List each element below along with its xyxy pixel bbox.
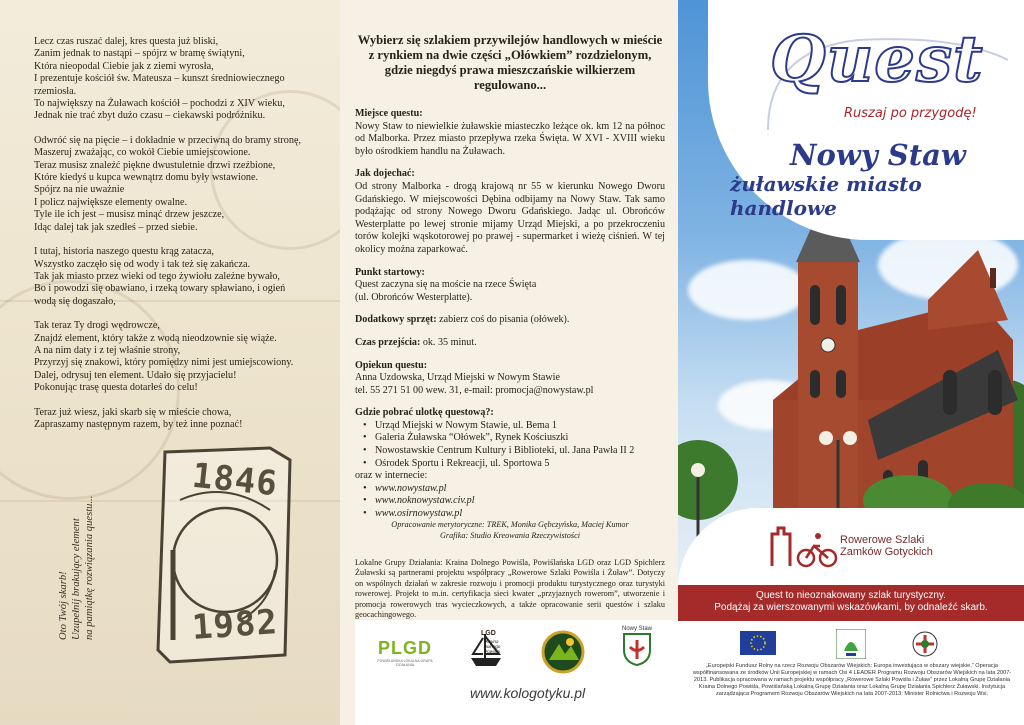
poem-stanza: Odwróć się na pięcie – i dokładnie w przeciwną do bramy stronę, Maszeruj zważając, co wokół Ciebie umiejscowione. Teraz musisz znaleźć piękne dwustuletnie drzwi rzeźbione, Które kiedyś u kupca wewnątrz domu były wstawione. Spójrz na nie uważnie I policz największe elementy owalne. Tyle ile ich jest – musisz minąć drzew jeszcze, Idąc dalej tak jak szedłeś – przed siebie. [34, 134, 302, 233]
section-leaflet [355, 407, 665, 520]
section-title: Gdzie pobrać ulotkę questową?: [355, 407, 494, 419]
trail-logo-card [678, 508, 1024, 588]
info-band-line: Podążaj za wierszowanymi wskazówkami, by odnaleźć skarb. [714, 602, 988, 613]
website-link[interactable]: • www.noknowystaw.civ.pl [363, 495, 665, 508]
treasure-note-line: na pamiątkę rozwiązania questu... [84, 495, 95, 640]
treasure-note-line: Oto Twój skarb! [58, 571, 69, 640]
contact-line: tel. 55 271 51 00 wew. 31, e-mail: promocja@nowystaw.pl [355, 384, 594, 396]
section-text: zabierz coś do pisania (ołówek). [436, 314, 570, 326]
trail-name-line: Zamków Gotyckich [840, 546, 933, 558]
emblem-icon [541, 630, 585, 674]
section-text: Nowy Staw to niewielkie żuławskie miasteczko leżące ok. km 12 na północ od Malborka. Przez miasto przepływa rzeka Święta. W XVI - XVIII wieku było ośrodkiem handlu na Żuławach. [355, 120, 665, 157]
treasure-stamp [150, 440, 300, 670]
section-guardian [355, 360, 665, 398]
leaflet-places [355, 420, 665, 470]
section-start [355, 267, 665, 305]
section-title: Miejsce questu: [355, 108, 423, 119]
treasure-note-line: Uzupełnij brakujący element [71, 518, 82, 640]
castle-bike-icon [768, 524, 838, 570]
list-item: • Galeria Żuławska “Ołówek”, Rynek Kościuszki [363, 432, 665, 445]
section-text: Od strony Malborka - drogą krajową nr 55 w kierunku Nowego Dworu Gdańskiego. W miejscowości Dębina odbijamy na Nowy Staw. Tak samo podążając od strony Nowego Dworu Gdańskiego. Jadąc ul. Obrońców Westerplatte po lewej stronie mijamy Urząd Miejski, a po przekroczeniu torów kolejki wąskotorowej po prawej - supermarket i wieżę ciśnień. W tej okolicy można zaparkować. [355, 180, 665, 255]
info-panel [340, 0, 678, 725]
list-item: • Urząd Miejski w Nowym Stawie, ul. Bema 1 [363, 420, 665, 433]
section-location [355, 108, 665, 158]
leader-logo-icon [836, 629, 866, 659]
section-title: Punkt startowy: [355, 266, 425, 278]
section-text: Quest zaczyna się na moście na rzece Święta [355, 279, 537, 291]
section-equipment [355, 314, 665, 327]
section-title: Jak dojechać: [355, 168, 415, 180]
partner-logos [355, 620, 678, 725]
section-title: Dodatkowy sprzęt: [355, 314, 437, 326]
crest-label: Nowy Staw [621, 626, 652, 632]
year-1982: 1982 [190, 602, 280, 648]
list-item: • Ośrodek Sportu i Rekreacji, ul. Sportowa 5 [363, 458, 665, 471]
poem-stanza: Tak teraz Ty drogi wędrowcze, Znajdź element, który także z wodą nieodzownie się wiąże. A na nim daty i z tej właśnie strony, Przyrzyj się znakowi, który pomiędzy nimi jest umiejscowiony. Dalej, odrysuj ten element. Udało się przyjacielu! Pokonując trasę questa dotarłeś do celu! [34, 320, 294, 394]
trail-name [840, 534, 933, 558]
plgd-logo [377, 638, 433, 667]
tagline: Ruszaj po przygodę! [844, 106, 977, 121]
credits-line: Opracowanie merytoryczne: TREK, Monika Gębczyńska, Maciej Kumor [391, 520, 629, 529]
plgd-logo-text: PLGD [377, 638, 432, 658]
plgd-logo-sub: POWIŚLAŃSKA LOKALNA GRUPA DZIAŁANIA [377, 659, 433, 667]
cover-panel [678, 0, 1024, 725]
year-1846: 1846 [190, 455, 280, 505]
section-duration [355, 337, 665, 350]
website-link[interactable]: • www.nowystaw.pl [363, 483, 665, 496]
poem-text [34, 36, 324, 443]
info-band-line: Quest to nieoznakowany szlak turystyczny. [756, 590, 946, 601]
treasure-note [57, 440, 96, 640]
website-url[interactable]: www.kologotyku.pl [470, 685, 586, 701]
headline: Wybierz się szlakiem przywilejów handlowych w mieście z rynkiem na dwie części „Ołówkiem” rozdzielonym, gdzie niegdyś prawa mieszczańskie wilkierzem regulowano... [357, 33, 663, 92]
website-link[interactable]: • www.osirnowystaw.pl [363, 508, 665, 521]
credits [355, 520, 665, 541]
eu-flag-icon [740, 631, 776, 655]
town-title: Nowy Staw [790, 138, 966, 172]
section-text: ok. 35 minut. [420, 336, 477, 348]
info-band [678, 585, 1024, 621]
trail-name-line: Rowerowe Szlaki [840, 534, 925, 546]
funding-strip [678, 621, 1024, 725]
funding-text: „Europejski Fundusz Rolny na rzecz Rozwoju Obszarów Wiejskich: Europa inwestująca w obszary wiejskie.” Operacja współfinansowana ze środków Unii Europejskiej w ramach Osi 4 LEADER Programu Rozwoju Obszarów Wiejskich na lata 2007-2013. Publikacja opracowana w ramach projektu współpracy „Rowerowe Szlaki Powiśla i Żuław” przez Lokalną Grupę Działania Kraina Dolnego Powiśla, Powiślańską Lokalną Grupę Działania oraz Lokalną Grupę Działania Spichlerz Żuławski. Instytucja zarządzająca Programem Rozwoju Obszarów Wiejskich na lata 2007-2013: Minister Rolnictwa i Rozwoju Wsi. [692, 663, 1012, 697]
partners-text: Lokalne Grupy Działania: Kraina Dolnego Powiśla, Powiślańska LGD oraz LGD Spichlerz Żuławski są partnerami projektu współpracy „Rowerowe Szlaki Powiśla i Żuław”. Dotyczy on wspólnych działań w zakresie rozwoju i promocji produktu turystycznego oraz turystyki rowerowej. Projekt to m.in. certyfikacja sieci kwater „przyjaznych rowerom”, utworzenie i promocja rowerowych tras wycieczkowych, a także opracowanie serii questów i szlaku geocachingowego. [355, 558, 665, 620]
list-item: • Nowostawskie Centrum Kultury i Biblioteki, ul. Jana Pawła II 2 [363, 445, 665, 458]
lgd-logo-text: LGD [481, 630, 496, 637]
section-text: (ul. Obrońców Westerplatte). [355, 291, 473, 303]
poem-stanza: Teraz już wiesz, jaki skarb się w mieście chowa, Zapraszamy następnym razem, by też inne poznać! [34, 406, 243, 430]
region-emblem [541, 630, 585, 674]
town-subtitle: żuławskie miasto handlowe [730, 172, 922, 220]
quest-title: Quest [770, 22, 984, 97]
nowy-staw-crest [617, 626, 657, 671]
section-title: Czas przejścia: [355, 336, 421, 348]
leaflet-links [355, 483, 665, 521]
internet-label: oraz w internecie: [355, 470, 428, 482]
shield-icon [622, 632, 652, 666]
section-text: Anna Uzdowska, Urząd Miejski w Nowym Stawie [355, 372, 560, 384]
section-directions [355, 168, 665, 256]
section-title: Opiekun questu: [355, 359, 428, 371]
poem-stanza: I tutaj, historia naszego questu krąg zatacza, Wszystko zaczęło się od wody i tak też się zakańcza. Tak jak miasto przez wieki od tego żywiołu zależne bywało, Bo i powodzi się obawiano, i rzeką towary spławiano, i ogień wodą się dogaszało, [34, 246, 286, 307]
poem-stanza: Lecz czas ruszać dalej, kres questa już bliski, Zanim jednak to nastąpi – spójrz w bramę świątyni, Która nieopodal Ciebie jak z ziemi wyrosła, I prezentuje kościół św. Mateusza – kunszt średniowiecznego rzemiosła. To największy na Żuławach kościół – pochodzi z XIV wieku, Jednak nie trać zbyt dużo czasu – ciekawski podróżniku. [34, 36, 285, 122]
lgd-logo [463, 630, 509, 675]
credits-line: Grafika: Studio Kreowania Rzeczywistości [439, 530, 580, 540]
poem-panel [0, 0, 340, 725]
lgd-logo-sub: Kraina Dolnego Powiśla [483, 639, 501, 654]
prow-logo-icon [910, 629, 940, 659]
